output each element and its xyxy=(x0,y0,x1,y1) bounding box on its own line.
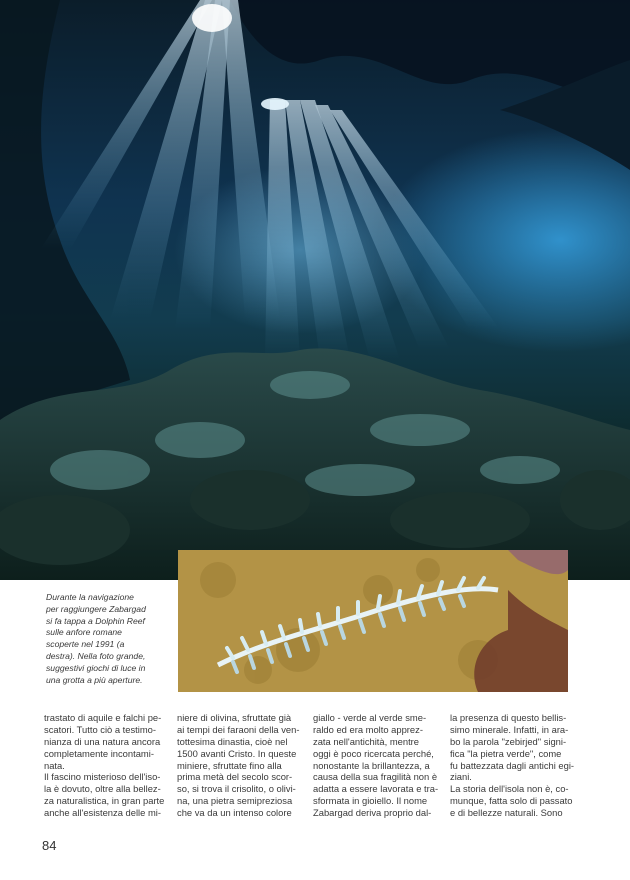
caption-line: per raggiungere Zabargad xyxy=(46,603,146,614)
text-line: bo la parola "zebirjed" signi- xyxy=(450,735,567,747)
caption-line: Durante la navigazione xyxy=(46,592,134,602)
text-line: nianza di una natura ancora xyxy=(44,735,161,747)
text-line: la presenza di questo bellis- xyxy=(450,712,567,723)
photo-caption xyxy=(46,592,170,686)
caption-line: destra). Nella foto grande, xyxy=(46,650,146,661)
text-line: giallo - verde al verde sme- xyxy=(313,712,427,723)
nudibranch-illustration xyxy=(178,550,568,692)
text-line: nonostante la brillantezza, a xyxy=(313,759,430,771)
text-line: prima metà del secolo scor- xyxy=(177,771,293,783)
text-line: tottesima dinastia, cioè nel xyxy=(177,735,288,747)
text-line: munque, fatta solo di passato xyxy=(450,795,573,807)
text-line: completamente incontami- xyxy=(44,747,154,759)
text-line: simo minerale. Infatti, in ara- xyxy=(450,723,569,735)
text-line: sformata in gioiello. Il nome xyxy=(313,795,428,807)
text-line: za naturalistica, in gran parte xyxy=(44,795,165,807)
caption-line: scoperte nel 1991 (a xyxy=(46,639,125,650)
text-line: la è dovuto, oltre alla bellez- xyxy=(44,783,161,795)
text-line: adatta a essere lavorata e tra- xyxy=(313,783,439,795)
text-line: fica "la pietra verde", come xyxy=(450,747,562,759)
text-line: anche all'esistenza delle mi- xyxy=(44,807,161,819)
text-column-3 xyxy=(313,712,439,819)
text-line: niere di olivina, sfruttate già xyxy=(177,712,292,723)
caption-line: suggestivi giochi di luce in xyxy=(46,662,146,673)
sea-slug-inset-photo xyxy=(178,550,568,692)
text-line: so, si trova il crisolito, o olivi- xyxy=(177,783,296,795)
text-column-1 xyxy=(44,712,165,819)
text-line: Il fascino misterioso dell'iso- xyxy=(44,771,161,783)
text-line: ai tempi dei faraoni della ven- xyxy=(177,723,300,735)
text-line: nata. xyxy=(44,759,65,771)
text-line: e di bellezze naturali. Sono xyxy=(450,807,563,819)
text-line: zata nell'antichità, mentre xyxy=(313,735,420,747)
page-number: 84 xyxy=(42,838,57,853)
text-line: 1500 avanti Cristo. In queste xyxy=(177,747,297,759)
text-line: miniere, sfruttate fino alla xyxy=(177,759,282,771)
text-line: raldo ed era molto apprez- xyxy=(313,723,423,735)
text-line: Zabargad deriva proprio dal- xyxy=(313,807,432,819)
text-line: causa della sua fragilità non è xyxy=(313,771,438,783)
text-line: oggi è poco ricercata perché, xyxy=(313,747,434,759)
text-column-4 xyxy=(450,712,575,819)
text-line: fu battezzata dagli antichi egi- xyxy=(450,759,575,771)
text-line: scatori. Tutto ciò a testimo- xyxy=(44,723,157,735)
caption-line: si fa tappa a Dolphin Reef xyxy=(46,615,145,626)
text-line: na, una pietra semipreziosa xyxy=(177,795,293,807)
text-line: La storia dell'isola non è, co- xyxy=(450,783,569,795)
text-line: che va da un intenso colore xyxy=(177,807,292,819)
text-column-2 xyxy=(177,712,300,819)
caption-line: una grotta a più aperture. xyxy=(46,674,143,685)
text-line: trastato di aquile e falchi pe- xyxy=(44,712,162,723)
caption-line: sulle anfore romane xyxy=(46,627,122,638)
text-line: ziani. xyxy=(450,771,472,783)
